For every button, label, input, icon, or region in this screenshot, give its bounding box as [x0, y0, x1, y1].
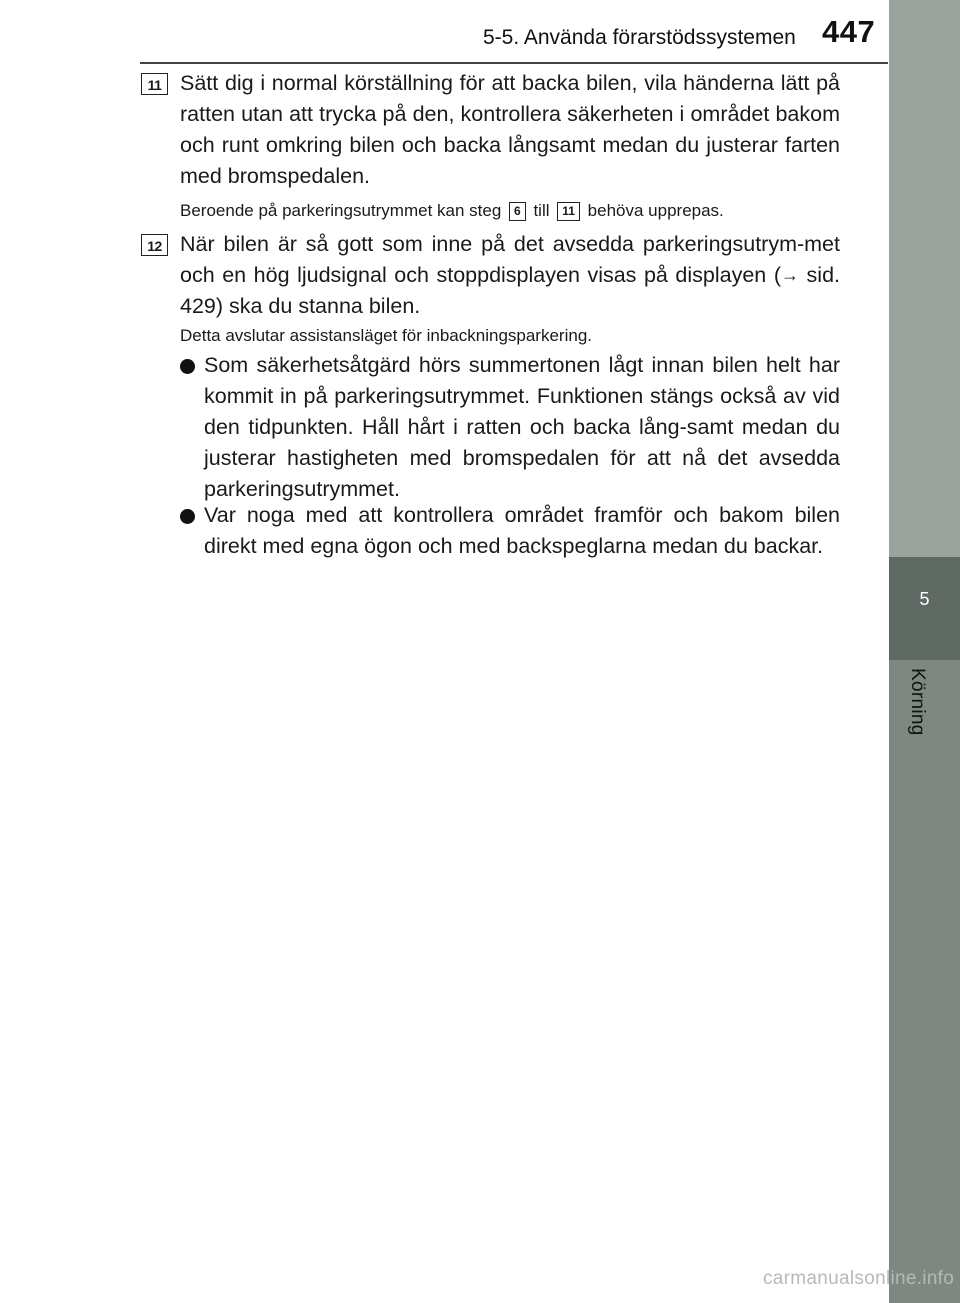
step-12-text-main: När bilen är så gott som inne på det avsedda parkeringsutrym-met och en hög ljudsignal och stoppdisplayen visas på displayen	[180, 232, 840, 287]
step-ref-6: 6	[509, 202, 526, 221]
bullet-text-2: Var noga med att kontrollera området framför och bakom bilen direkt med egna ögon och med backspeglarna medan du backar.	[204, 503, 840, 558]
chapter-number: 5	[919, 589, 930, 609]
bullet-text-1: Som säkerhetsåtgärd hörs summertonen lågt innan bilen helt har kommit in på parkeringsutrymmet. Funktionen stängs också av vid den tidpunkten. Håll hårt i ratten och backa lång-samt medan du justerar hastigheten med bromspedalen för att nå det avsedda parkeringsutrymmet.	[204, 353, 840, 501]
step-12-open-paren: (	[773, 263, 781, 287]
step-11-note	[180, 200, 724, 222]
section-title: 5-5. Använda förarstödssystemen	[483, 26, 796, 49]
step-ref-11: 11	[557, 202, 580, 221]
step-11-text: Sätt dig i normal körställning för att backa bilen, vila händerna lätt på ratten utan att trycka på den, kontrollera säkerheten i området bakom och runt omkring bilen och backa långsamt medan du justerar farten med bromspedalen.	[180, 71, 840, 188]
note-text-middle: till	[533, 201, 550, 220]
arrow-icon: →	[781, 265, 799, 285]
note-text-after: behöva upprepas.	[587, 201, 724, 220]
chapter-label: Körning	[907, 668, 928, 736]
step-12-page-ref: sid. 429) ska du stanna bilen.	[180, 263, 840, 318]
sidebar-tab-lower	[889, 660, 960, 1303]
note-text-before: Beroende på parkeringsutrymmet kan steg	[180, 201, 502, 220]
bullet-item-2	[180, 500, 840, 562]
bullet-item-1	[180, 350, 840, 505]
watermark: carmanualsonline.info	[763, 1268, 955, 1289]
step-12-text	[180, 229, 840, 322]
bullet-icon	[180, 509, 195, 524]
bullet-icon	[180, 359, 195, 374]
step-number-12: 12	[141, 234, 168, 256]
chapter-tab	[889, 557, 960, 660]
header-divider	[140, 62, 888, 64]
step-12-note: Detta avslutar assistansläget för inbackningsparkering.	[180, 326, 592, 345]
page-number: 447	[822, 14, 876, 49]
step-number-11: 11	[141, 73, 168, 95]
sidebar-tab-upper	[889, 0, 960, 557]
